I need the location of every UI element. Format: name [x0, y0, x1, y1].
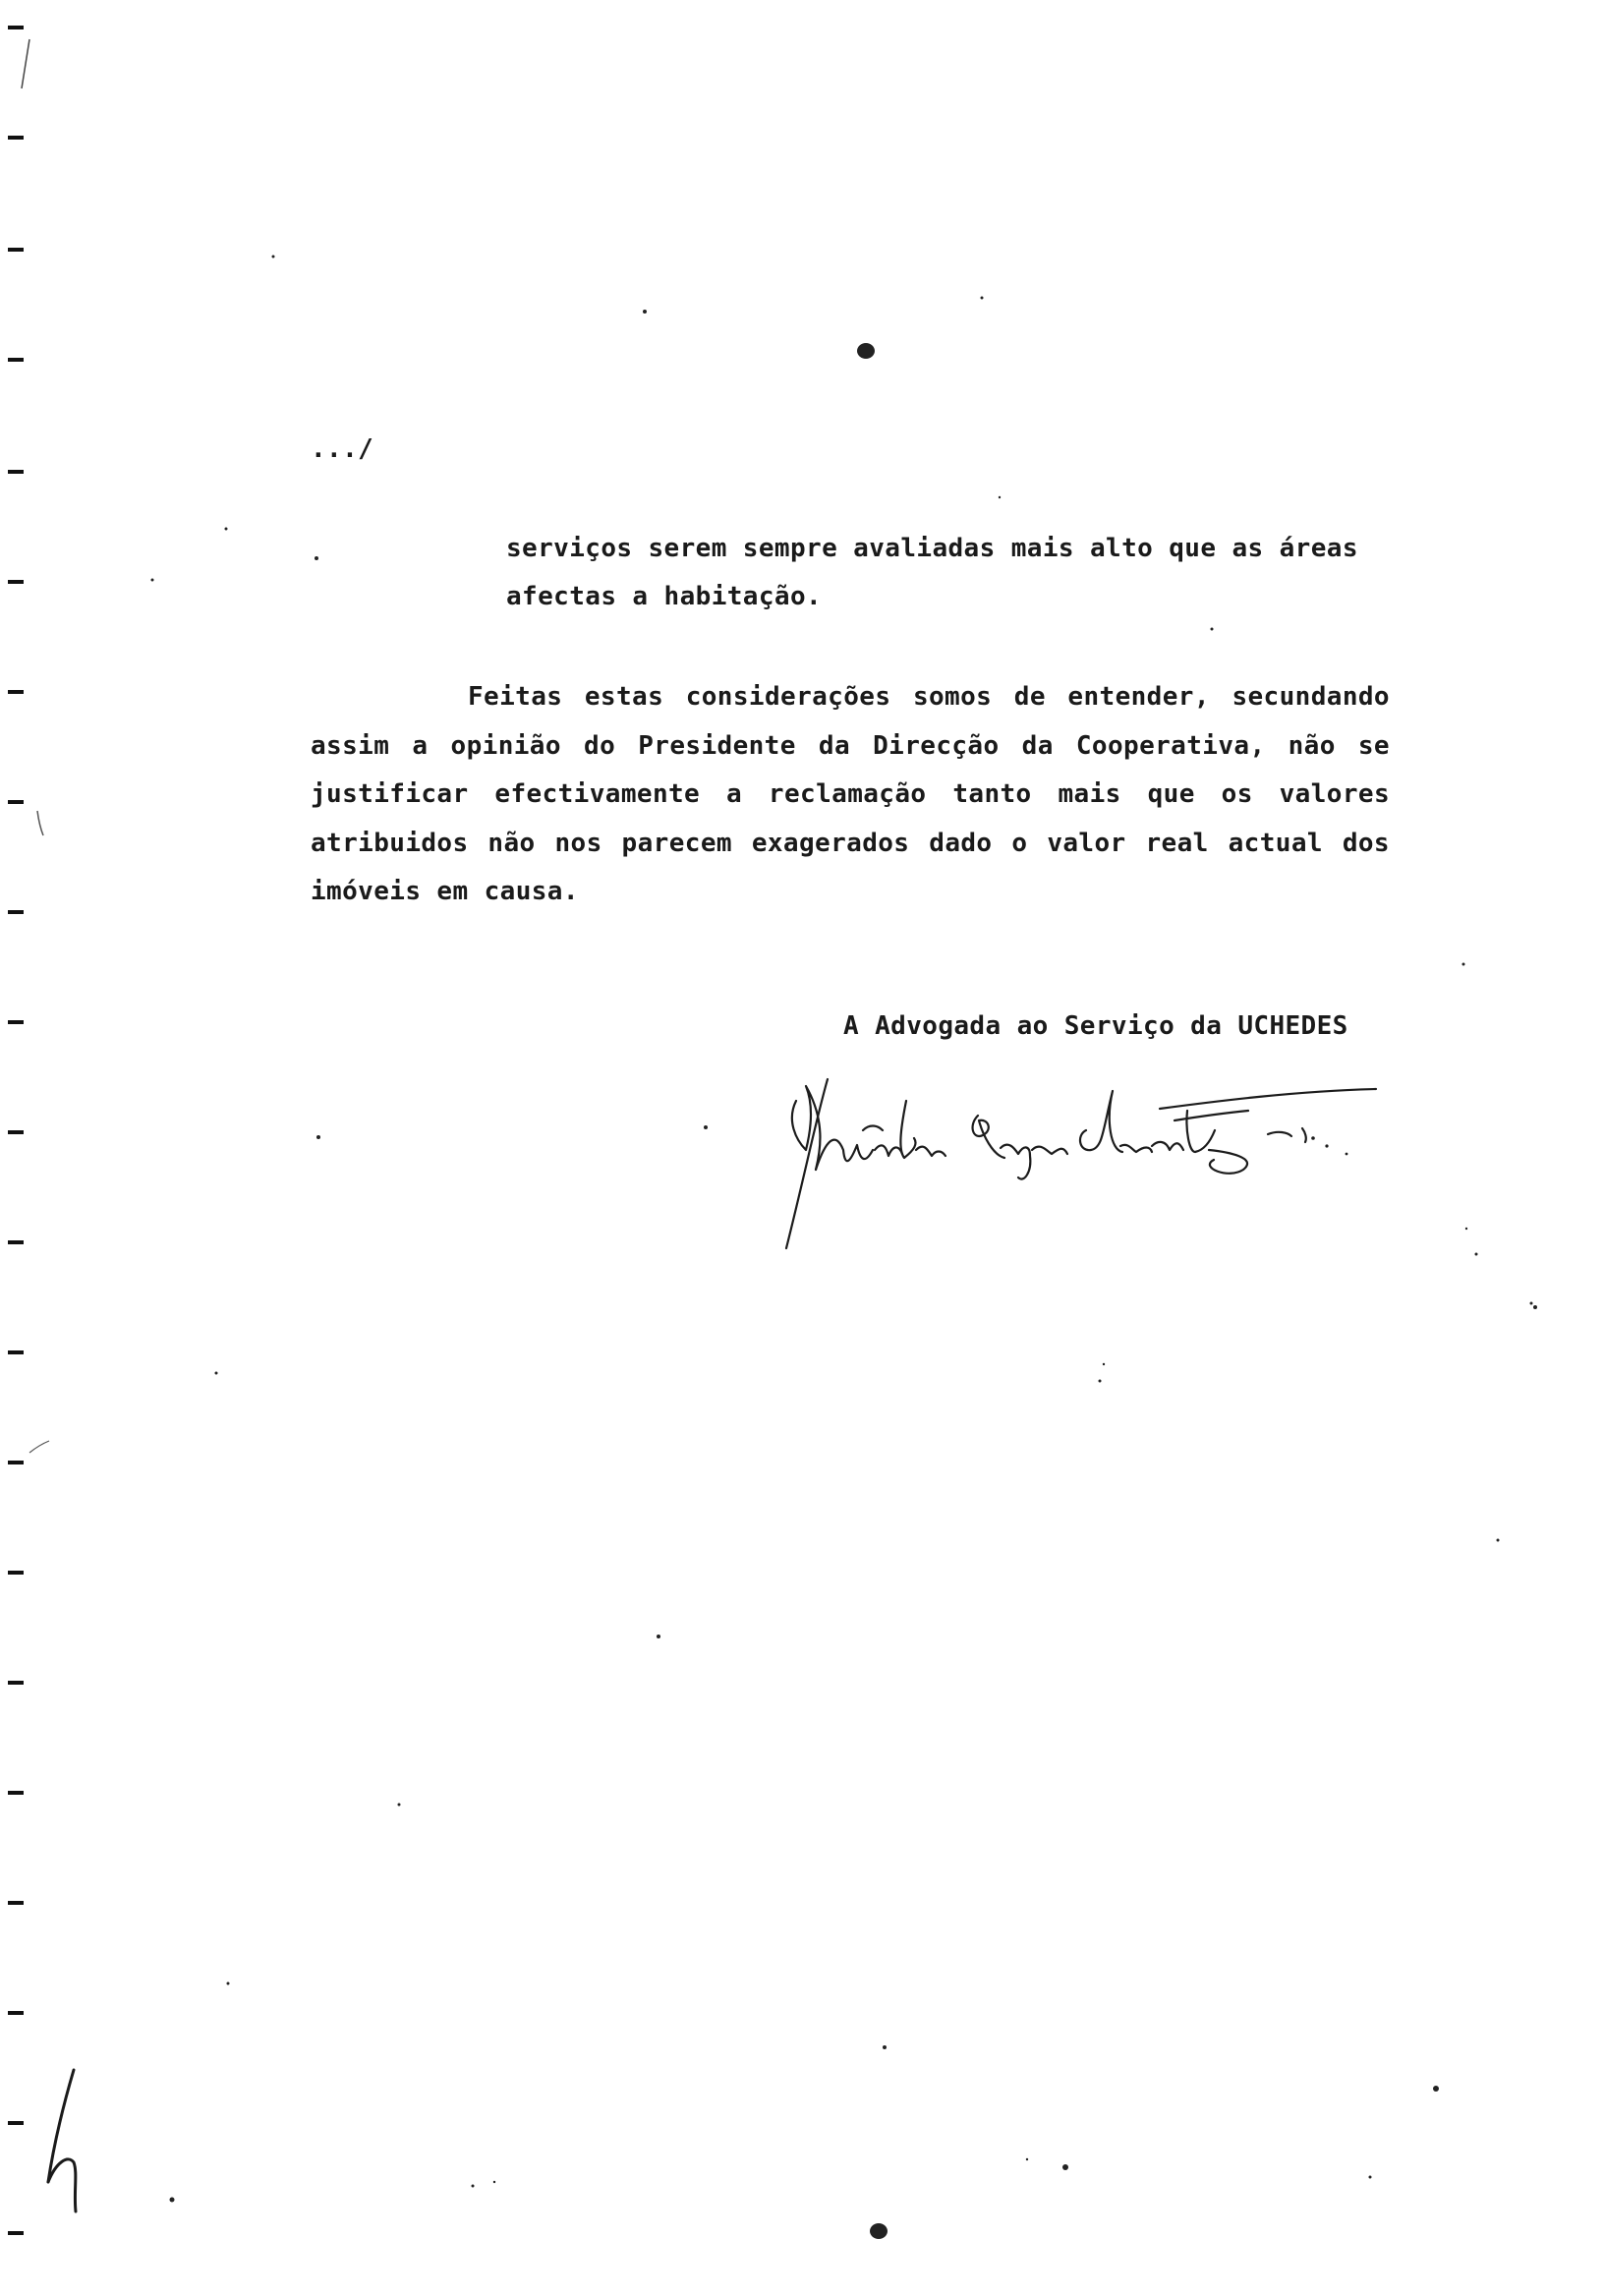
paragraph-1-line-2: afectas a habitação. [506, 582, 823, 611]
continuation-mark: .../ [311, 434, 374, 464]
paragraph-2-line-1: Feitas estas considerações somos de entender, secundando [468, 682, 1390, 712]
binder-mark [8, 1020, 24, 1024]
binder-mark [8, 1461, 24, 1464]
paragraph-2-line-2: assim a opinião do Presidente da Direcção da Cooperativa, não se [311, 730, 1390, 761]
closing-title: A Advogada ao Serviço da UCHEDES [843, 1011, 1348, 1041]
binder-mark [8, 1571, 24, 1575]
binder-mark [8, 1130, 24, 1134]
paragraph-1-line-1: serviços serem sempre avaliadas mais alto que as áreas [506, 534, 1358, 563]
binder-mark [8, 1681, 24, 1685]
handwritten-page-mark [34, 2064, 103, 2221]
binder-mark [8, 26, 24, 29]
ink-blot [870, 2223, 888, 2239]
binder-mark [8, 358, 24, 362]
handwritten-signature [767, 1062, 1425, 1278]
binder-mark [8, 580, 24, 584]
binder-mark [8, 1901, 24, 1905]
binder-mark [8, 690, 24, 694]
ink-blot [857, 343, 875, 359]
binder-mark [8, 800, 24, 804]
binder-mark [8, 910, 24, 914]
paragraph-2-line-5: imóveis em causa. [311, 877, 579, 906]
binder-mark [8, 1240, 24, 1244]
binder-mark [8, 248, 24, 252]
binder-hole-marks [0, 0, 59, 2296]
binder-mark [8, 1791, 24, 1795]
paragraph-2-line-3: justificar efectivamente a reclamação tanto mais que os valores [311, 779, 1390, 809]
binder-mark [8, 136, 24, 140]
binder-mark [8, 2121, 24, 2125]
paragraph-2 [311, 673, 1390, 917]
binder-mark [8, 2011, 24, 2015]
paragraph-2-line-4: atribuidos não nos parecem exagerados dado o valor real actual dos [311, 828, 1390, 858]
binder-mark [8, 2231, 24, 2235]
binder-mark [8, 1350, 24, 1354]
binder-mark [8, 470, 24, 474]
